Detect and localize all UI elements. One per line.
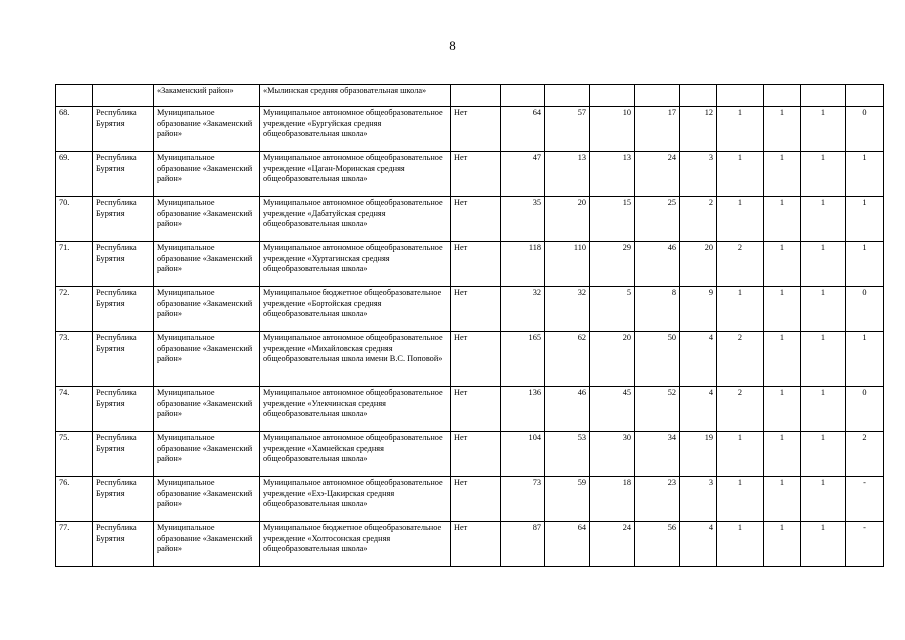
value-cell-8: 1 [801,522,846,567]
value-cell-8: 1 [801,332,846,387]
row-number-cell: 73. [56,332,93,387]
row-number-cell: 75. [56,432,93,477]
value-cell-2: 59 [545,477,590,522]
value-cell-7: 1 [764,242,801,287]
region-cell: Республика Бурятия [93,242,154,287]
schools-table [55,84,884,567]
region-cell: Республика Бурятия [93,522,154,567]
school-cell: Муниципальное бюджетное общеобразовательное учреждение «Бортойская средняя общеобразовательная школа» [260,287,451,332]
flag-cell: Нет [451,522,501,567]
value-cell-1: 104 [501,432,545,477]
table-row [56,387,884,432]
value-cell-6: 1 [717,287,764,332]
value-cell-1: 35 [501,197,545,242]
value-cell-5: 20 [680,242,717,287]
value-cell-4: 8 [635,287,680,332]
value-cell-2: 110 [545,242,590,287]
page-number: 8 [449,38,456,53]
municipality-cell: Муниципальное образование «Закаменский район» [154,387,260,432]
value-cell-4: 52 [635,387,680,432]
value-cell-5: 12 [680,107,717,152]
value-cell-2: 13 [545,152,590,197]
value-cell-6: 1 [717,152,764,197]
municipality-cell: Муниципальное образование «Закаменский район» [154,432,260,477]
value-cell-5: 3 [680,477,717,522]
region-cell: Республика Бурятия [93,152,154,197]
value-cell-6: 2 [717,387,764,432]
value-cell-1: 165 [501,332,545,387]
region-cell: Республика Бурятия [93,477,154,522]
table-row [56,332,884,387]
row-number-cell: 71. [56,242,93,287]
value-cell-6: 1 [717,522,764,567]
table-row [56,107,884,152]
table-row [56,287,884,332]
municipality-cell: Муниципальное образование «Закаменский район» [154,152,260,197]
value-cell-6: 1 [717,107,764,152]
value-cell-9: - [846,522,884,567]
value-cell-8: 1 [801,197,846,242]
value-cell-9: 0 [846,287,884,332]
school-cell: Муниципальное автономное общеобразовательное учреждение «Цаган-Моринская средняя общеобразовательная школа» [260,152,451,197]
value-cell-7: 1 [764,332,801,387]
value-cell-2: 62 [545,332,590,387]
value-cell-9: 0 [846,107,884,152]
value-cell-9: 1 [846,332,884,387]
flag-cell: Нет [451,242,501,287]
value-cell-8: 1 [801,477,846,522]
municipality-cell: Муниципальное образование «Закаменский район» [154,197,260,242]
school-cell: Муниципальное бюджетное общеобразовательное учреждение «Холтосонская средняя общеобразовательная школа» [260,522,451,567]
table-row [56,242,884,287]
municipality-cell: Муниципальное образование «Закаменский район» [154,242,260,287]
value-cell-3: 20 [590,332,635,387]
flag-cell: Нет [451,432,501,477]
value-cell-9: 0 [846,387,884,432]
value-cell-5: 9 [680,287,717,332]
flag-cell: Нет [451,477,501,522]
value-cell-3: 13 [590,152,635,197]
value-cell-3: 15 [590,197,635,242]
value-cell-9: 1 [846,152,884,197]
municipality-cell: Муниципальное образование «Закаменский район» [154,522,260,567]
value-cell-7: 1 [764,287,801,332]
flag-cell: Нет [451,387,501,432]
school-cell: Муниципальное автономное общеобразовательное учреждение «Бургуйская средняя общеобразовательная школа» [260,107,451,152]
value-cell-5: 4 [680,332,717,387]
school-cell: Муниципальное автономное общеобразовательное учреждение «Улекчинская средняя общеобразовательная школа» [260,387,451,432]
value-cell-6: 1 [717,477,764,522]
value-cell-2: 46 [545,387,590,432]
value-cell-4: 34 [635,432,680,477]
table-row [56,477,884,522]
value-cell-4: 24 [635,152,680,197]
value-cell-4: 23 [635,477,680,522]
value-cell-6: 1 [717,197,764,242]
value-cell-6: 1 [717,432,764,477]
value-cell-6: 2 [717,332,764,387]
region-cell: Республика Бурятия [93,107,154,152]
table-row [56,152,884,197]
municipality-cell: Муниципальное образование «Закаменский район» [154,477,260,522]
value-cell-5: 19 [680,432,717,477]
value-cell-9: 1 [846,242,884,287]
table-row [56,522,884,567]
school-cell: Муниципальное автономное общеобразовательное учреждение «Дабатуйская средняя общеобразовательная школа» [260,197,451,242]
value-cell-3: 10 [590,107,635,152]
flag-cell: Нет [451,332,501,387]
value-cell-9: - [846,477,884,522]
flag-cell: Нет [451,152,501,197]
value-cell-3: 30 [590,432,635,477]
value-cell-7: 1 [764,107,801,152]
row-number-cell: 68. [56,107,93,152]
municipality-cell: «Закаменский район» [154,85,260,107]
value-cell-7: 1 [764,197,801,242]
value-cell-2: 32 [545,287,590,332]
value-cell-6: 2 [717,242,764,287]
value-cell-5: 4 [680,522,717,567]
value-cell-4: 50 [635,332,680,387]
value-cell-1: 87 [501,522,545,567]
value-cell-2: 20 [545,197,590,242]
value-cell-8: 1 [801,287,846,332]
region-cell: Республика Бурятия [93,387,154,432]
value-cell-3: 29 [590,242,635,287]
flag-cell: Нет [451,197,501,242]
value-cell-2: 57 [545,107,590,152]
region-cell: Республика Бурятия [93,197,154,242]
value-cell-2: 53 [545,432,590,477]
row-number-cell: 69. [56,152,93,197]
school-cell: Муниципальное автономное общеобразовательное учреждение «Хуртагинская средняя общеобразовательная школа» [260,242,451,287]
region-cell: Республика Бурятия [93,287,154,332]
value-cell-8: 1 [801,432,846,477]
value-cell-1: 32 [501,287,545,332]
value-cell-1: 136 [501,387,545,432]
value-cell-3: 45 [590,387,635,432]
value-cell-7: 1 [764,387,801,432]
row-number-cell: 76. [56,477,93,522]
value-cell-5: 4 [680,387,717,432]
value-cell-4: 25 [635,197,680,242]
value-cell-7: 1 [764,477,801,522]
value-cell-5: 3 [680,152,717,197]
row-number-cell: 72. [56,287,93,332]
value-cell-8: 1 [801,242,846,287]
value-cell-1: 64 [501,107,545,152]
school-cell: Муниципальное автономное общеобразовательное учреждение «Хамнейская средняя общеобразовательная школа» [260,432,451,477]
municipality-cell: Муниципальное образование «Закаменский район» [154,287,260,332]
school-cell: «Мылинская средняя образовательная школа» [260,85,451,107]
value-cell-4: 46 [635,242,680,287]
flag-cell: Нет [451,287,501,332]
value-cell-9: 2 [846,432,884,477]
row-number-cell: 74. [56,387,93,432]
flag-cell: Нет [451,107,501,152]
school-cell: Муниципальное автономное общеобразовательное учреждение «Ехэ-Цакирская средняя общеобразовательная школа» [260,477,451,522]
value-cell-8: 1 [801,387,846,432]
value-cell-4: 56 [635,522,680,567]
municipality-cell: Муниципальное образование «Закаменский район» [154,107,260,152]
value-cell-7: 1 [764,152,801,197]
table-row [56,197,884,242]
value-cell-1: 47 [501,152,545,197]
school-cell: Муниципальное автономное общеобразовательное учреждение «Михайловская средняя общеобразовательная школа имени В.С. Поповой» [260,332,451,387]
table-row-continued [56,85,884,107]
value-cell-3: 24 [590,522,635,567]
region-cell: Республика Бурятия [93,332,154,387]
value-cell-2: 64 [545,522,590,567]
table-row [56,432,884,477]
value-cell-5: 2 [680,197,717,242]
row-number-cell: 70. [56,197,93,242]
row-number-cell: 77. [56,522,93,567]
value-cell-8: 1 [801,152,846,197]
region-cell: Республика Бурятия [93,432,154,477]
value-cell-7: 1 [764,522,801,567]
value-cell-7: 1 [764,432,801,477]
value-cell-9: 1 [846,197,884,242]
value-cell-3: 5 [590,287,635,332]
value-cell-1: 73 [501,477,545,522]
value-cell-8: 1 [801,107,846,152]
value-cell-3: 18 [590,477,635,522]
value-cell-4: 17 [635,107,680,152]
municipality-cell: Муниципальное образование «Закаменский район» [154,332,260,387]
value-cell-1: 118 [501,242,545,287]
